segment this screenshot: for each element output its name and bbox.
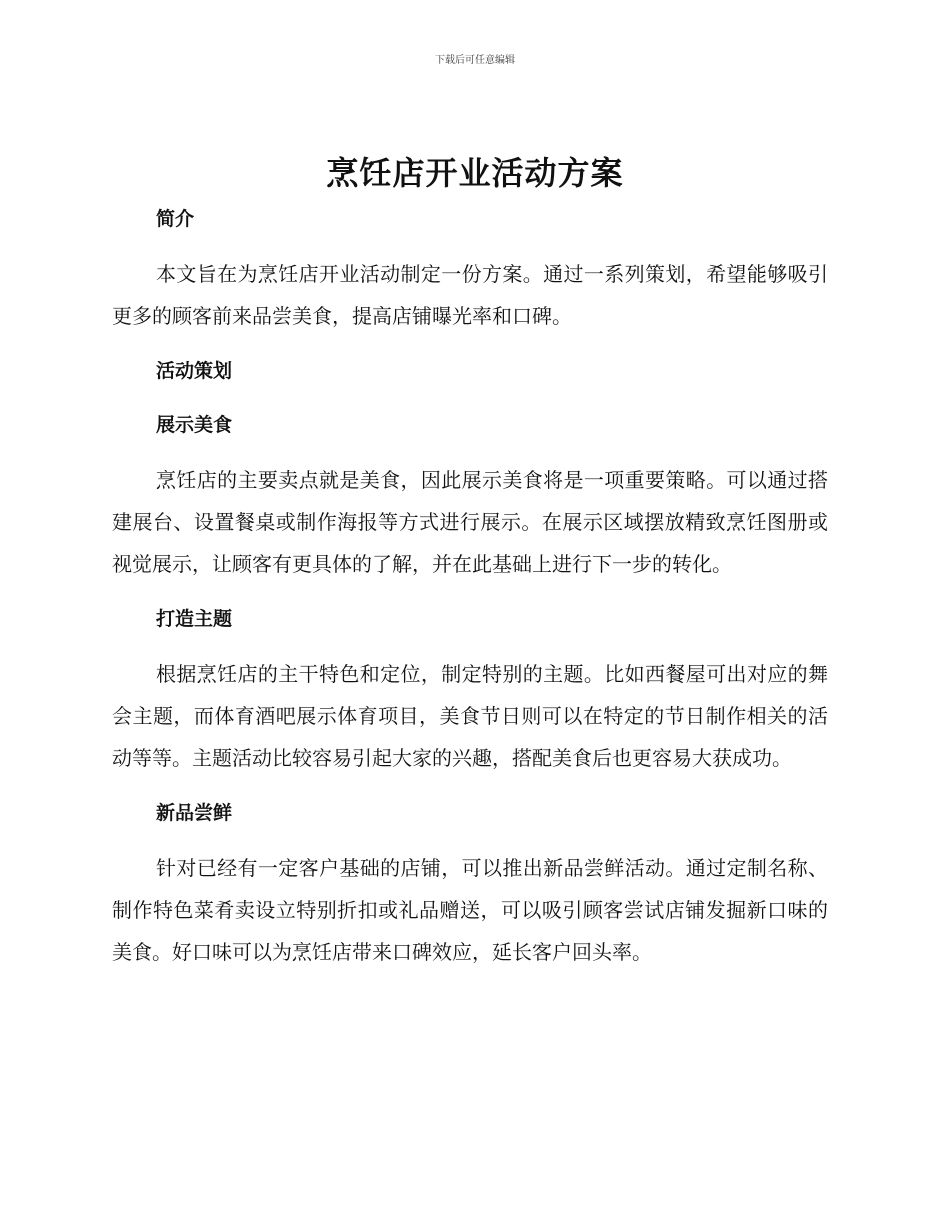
document-title: 烹饪店开业活动方案 bbox=[326, 154, 624, 192]
section-paragraph-new-products: 针对已经有一定客户基础的店铺，可以推出新品尝鲜活动。通过定制名称、制作特色菜肴卖设立特别折扣或礼品赠送，可以吸引顾客尝试店铺发掘新口味的美食。好口味可以为烹饪店带来口碑效应，延长客户回头率。 bbox=[112, 856, 828, 964]
section-paragraph-showcase-food: 烹饪店的主要卖点就是美食，因此展示美食将是一项重要策略。可以通过搭建展台、设置餐桌或制作海报等方式进行展示。在展示区域摆放精致烹饪图册或视觉展示，让顾客有更具体的了解，并在此基础上进行下一步的转化。 bbox=[112, 468, 828, 576]
section-paragraph-create-theme: 根据烹饪店的主干特色和定位，制定特别的主题。比如西餐屋可出对应的舞会主题，而体育酒吧展示体育项目，美食节日则可以在特定的节日制作相关的活动等等。主题活动比较容易引起大家的兴趣，搭配美食后也更容易大获成功。 bbox=[112, 662, 828, 770]
section-heading-create-theme: 打造主题 bbox=[156, 608, 233, 630]
document-body bbox=[112, 204, 828, 973]
section-paragraph-intro: 本文旨在为烹饪店开业活动制定一份方案。通过一系列策划，希望能够吸引更多的顾客前来品尝美食，提高店铺曝光率和口碑。 bbox=[112, 262, 828, 328]
page-header-note: 下载后可任意编辑 bbox=[435, 55, 515, 66]
section-heading-new-products: 新品尝鲜 bbox=[156, 802, 233, 824]
section-heading-activity-plan: 活动策划 bbox=[156, 360, 233, 382]
section-heading-showcase-food: 展示美食 bbox=[156, 414, 233, 436]
section-heading-intro: 简介 bbox=[156, 208, 195, 230]
